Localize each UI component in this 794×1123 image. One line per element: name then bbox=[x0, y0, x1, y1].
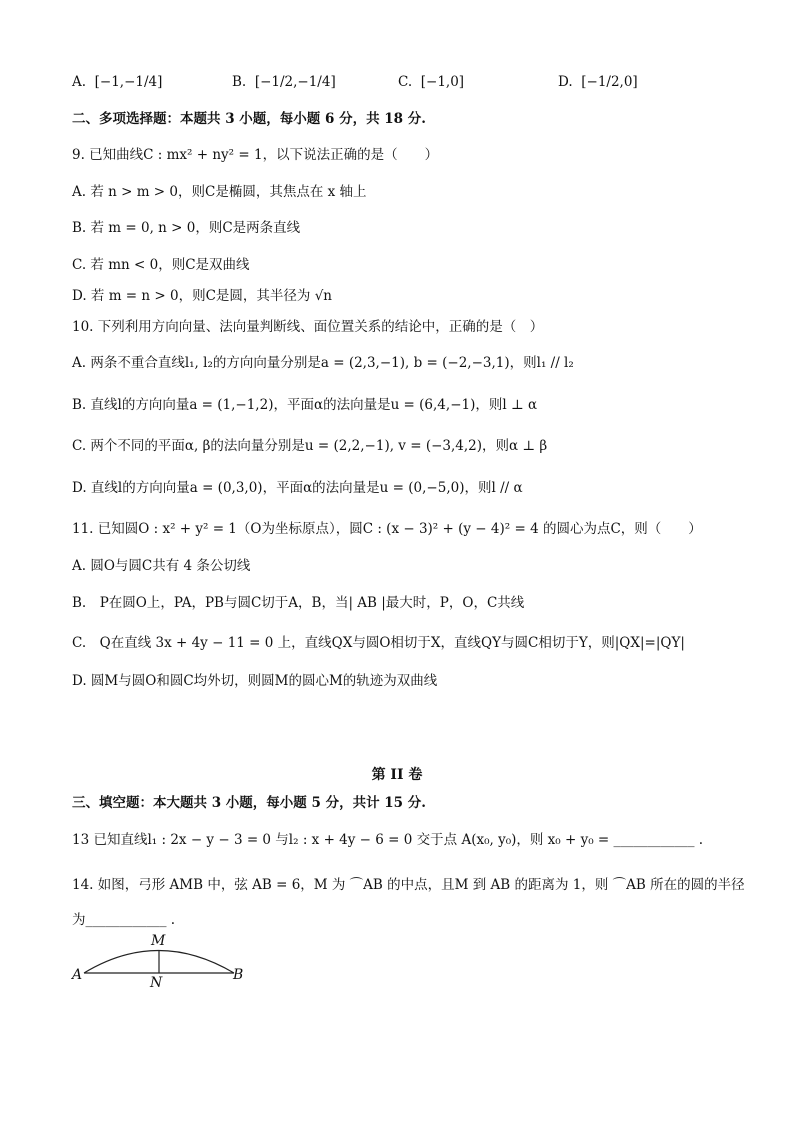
q14-line2: 为____________ . bbox=[72, 912, 176, 928]
q10-option-d: D. 直线l的方向向量a = (0,3,0)，平面α的法向量是u = (0,−5,0)，则l // α bbox=[72, 480, 523, 496]
q10-option-b: B. 直线l的方向向量a = (1,−1,2)，平面α的法向量是u = (6,4,−1)，则l ⊥ α bbox=[72, 397, 538, 413]
label-b: B bbox=[233, 967, 244, 983]
label-m: M bbox=[151, 933, 166, 949]
q8-option-d: D. [−1/2,0] bbox=[558, 74, 638, 90]
q11-option-b: B. P在圆O上，PA，PB与圆C切于A，B，当| AB |最大时，P，O，C共线 bbox=[72, 595, 525, 611]
q11-stem: 11. 已知圆O : x² + y² = 1（O为坐标原点），圆C : (x − 3)² + (y − 4)² = 4 的圆心为点C，则（ ） bbox=[72, 521, 702, 537]
q8-option-b: B. [−1/2,−1/4] bbox=[232, 74, 336, 90]
q13-text: 13 已知直线l₁ : 2x − y − 3 = 0 与l₂ : x + 4y − 6 = 0 交于点 A(x₀, y₀)，则 x₀ + y₀ = ____________ . bbox=[72, 832, 704, 848]
label-n: N bbox=[150, 975, 163, 991]
section2-title: 二、多项选择题：本题共 3 小题，每小题 6 分，共 18 分. bbox=[72, 111, 426, 127]
q9-option-c: C. 若 mn < 0，则C是双曲线 bbox=[72, 257, 250, 273]
q11-option-c: C. Q在直线 3x + 4y − 11 = 0 上，直线QX与圆O相切于X，直线QY与圆C相切于Y，则|QX|=|QY| bbox=[72, 635, 685, 651]
part2-title: 第 II 卷 bbox=[371, 767, 423, 783]
q9-stem: 9. 已知曲线C : mx² + ny² = 1，以下说法正确的是（ ） bbox=[72, 147, 439, 163]
q8-option-a: A. [−1,−1/4] bbox=[72, 74, 163, 90]
q8-option-c: C. [−1,0] bbox=[398, 74, 465, 90]
q9-option-d: D. 若 m = n > 0，则C是圆，其半径为 √n bbox=[72, 288, 333, 304]
label-a: A bbox=[72, 967, 83, 983]
q11-option-d: D. 圆M与圆O和圆C均外切，则圆M的圆心M的轨迹为双曲线 bbox=[72, 673, 438, 689]
q9-option-b: B. 若 m = 0, n > 0，则C是两条直线 bbox=[72, 220, 301, 236]
q10-stem: 10. 下列利用方向向量、法向量判断线、面位置关系的结论中，正确的是（ ） bbox=[72, 319, 544, 335]
q11-option-a: A. 圆O与圆C共有 4 条公切线 bbox=[72, 558, 251, 574]
section3-title: 三、填空题：本大题共 3 小题，每小题 5 分，共计 15 分. bbox=[72, 795, 426, 811]
q10-option-c: C. 两个不同的平面α, β的法向量分别是u = (2,2,−1), v = (−3,4,2)，则α ⊥ β bbox=[72, 438, 548, 454]
q14-line1: 14. 如图，弓形 AMB 中，弦 AB = 6，M 为 ⌒AB 的中点，且M 到 AB 的距离为 1，则 ⌒AB 所在的圆的半径 bbox=[72, 877, 745, 893]
q9-option-a: A. 若 n > m > 0，则C是椭圆，其焦点在 x 轴上 bbox=[72, 184, 367, 200]
q10-option-a: A. 两条不重合直线l₁, l₂的方向向量分别是a = (2,3,−1), b = (−2,−3,1)，则l₁ // l₂ bbox=[72, 355, 574, 371]
